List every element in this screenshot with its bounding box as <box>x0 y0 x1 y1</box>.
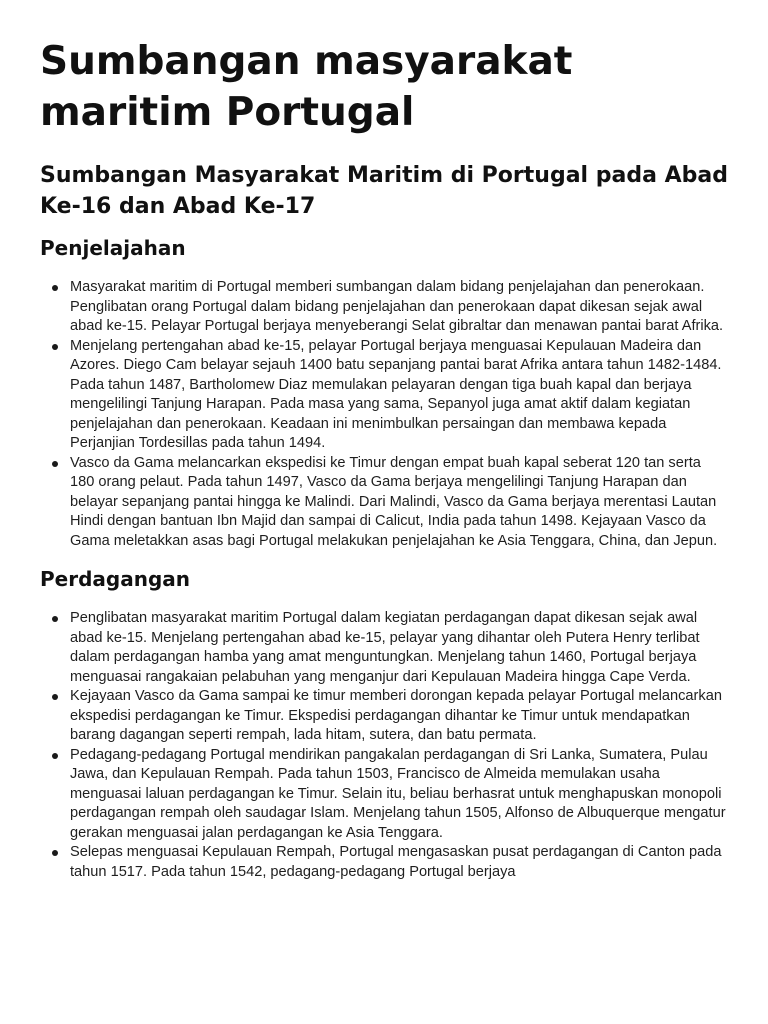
bullet-list <box>40 278 728 551</box>
bullet-list <box>40 609 728 882</box>
list-item-text: Kejayaan Vasco da Gama sampai ke timur memberi dorongan kepada pelayar Portugal melancarkan ekspedisi perdagangan ke Timur. Ekspedisi perdagangan dihantar ke Timur untuk mendapatkan barang dagangan seperti rempah, lada hitam, sutera, dan batu permata. <box>70 688 722 743</box>
list-item-text: Menjelang pertengahan abad ke-15, pelayar Portugal berjaya menguasai Kepulauan Madeira dan Azores. Diego Cam belayar sejauh 1400 batu sepanjang pantai barat Afrika antara tahun 1482-1484. Pada tahun 1487, Bartholomew Diaz memulakan pelayaran dengan tiga buah kapal dan berjaya mengelilingi Tanjung Harapan. Pada masa yang sama, Sepanyol juga amat aktif dalam kegiatan penjelajahan dan penerokaan. Keadaan ini menimbulkan persaingan dan membawa kepada Perjanjian Tordesillas pada tahun 1494. <box>70 337 722 451</box>
bullet-icon <box>52 850 58 856</box>
bullet-icon <box>52 694 58 700</box>
section-penjelajahan <box>40 234 728 551</box>
section-heading: Perdagangan <box>40 567 190 591</box>
bullet-icon <box>52 344 58 350</box>
list-item <box>40 278 728 337</box>
list-item-text: Masyarakat maritim di Portugal memberi sumbangan dalam bidang penjelajahan dan penerokaan. Penglibatan orang Portugal dalam bidang penjelajahan dan penerokaan dapat dikesan sejak awal abad ke-15. Pelayar Portugal berjaya menyeberangi Selat gibraltar dan menawan pantai barat Afrika. <box>70 279 724 334</box>
page-title: Sumbangan masyarakat maritim Portugal <box>40 39 573 135</box>
bullet-icon <box>52 285 58 291</box>
section-perdagangan <box>40 565 728 882</box>
page-subtitle: Sumbangan Masyarakat Maritim di Portugal pada Abad Ke-16 dan Abad Ke-17 <box>40 163 728 219</box>
list-item <box>40 337 728 454</box>
list-item-text: Penglibatan masyarakat maritim Portugal dalam kegiatan perdagangan dapat dikesan sejak awal abad ke-15. Menjelang pertengahan abad ke-15, pelayar yang dihantar oleh Putera Henry terlibat dalam perdagangan hamba yang amat menguntungkan. Menjelang tahun 1460, Portugal berjaya menguasai rangakaian pelabuhan yang menganjur dari Kepulauan Madeira hingga Cape Verda. <box>70 610 700 685</box>
list-item <box>40 687 728 746</box>
section-heading: Penjelajahan <box>40 236 186 260</box>
list-item <box>40 843 728 882</box>
bullet-icon <box>52 461 58 467</box>
list-item <box>40 609 728 687</box>
bullet-icon <box>52 753 58 759</box>
bullet-icon <box>52 616 58 622</box>
list-item <box>40 746 728 844</box>
list-item-text: Selepas menguasai Kepulauan Rempah, Portugal mengasaskan pusat perdagangan di Canton pada tahun 1517. Pada tahun 1542, pedagang-pedagang Portugal berjaya <box>70 844 722 880</box>
list-item-text: Pedagang-pedagang Portugal mendirikan pangakalan perdagangan di Sri Lanka, Sumatera, Pulau Jawa, dan Kepulauan Rempah. Pada tahun 1503, Francisco de Almeida memulakan usaha menguasai laluan perdagangan ke Timur. Selain itu, beliau berhasrat untuk menghapuskan monopoli perdagangan rempah oleh saudagar Islam. Menjelang tahun 1505, Alfonso de Albuquerque mengatur gerakan menguasai jalan perdagangan ke Asia Tenggara. <box>70 746 726 841</box>
list-item-text: Vasco da Gama melancarkan ekspedisi ke Timur dengan empat buah kapal seberat 120 tan serta 180 orang pelaut. Pada tahun 1497, Vasco da Gama berjaya mengelilingi Tanjung Harapan dan belayar sepanjang pantai hingga ke Malindi. Dari Malindi, Vasco da Gama berjaya merentasi Lautan Hindi dengan bantuan Ibn Majid dan sampai di Calicut, India pada tahun 1498. Kejayaan Vasco da Gama meletakkan asas bagi Portugal melakukan penjelajahan ke Asia Tenggara, China, dan Jepun. <box>70 454 718 549</box>
list-item <box>40 454 728 552</box>
